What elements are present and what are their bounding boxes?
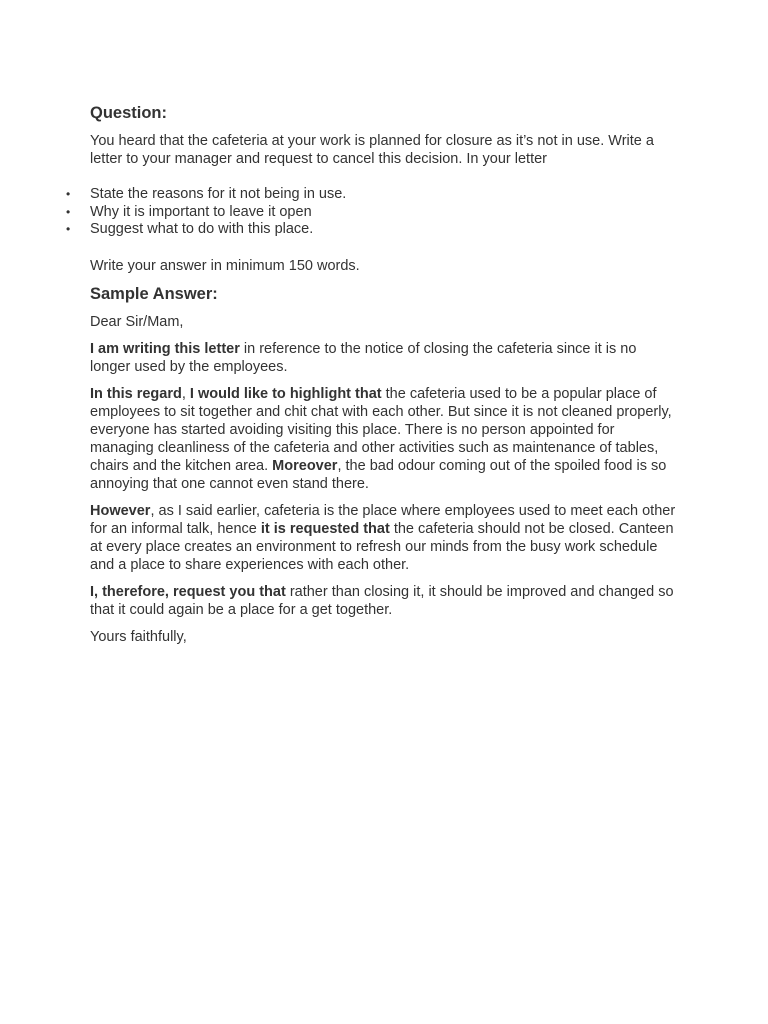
requirements-list — [66, 186, 680, 239]
closing: Yours faithfully, — [90, 628, 187, 645]
bold-phrase: Moreover — [272, 457, 338, 474]
bold-phrase: it is requested that — [260, 520, 390, 537]
list-item-text: Suggest what to do with this place. — [90, 221, 314, 237]
list-item — [66, 186, 680, 204]
letter-paragraph-2 — [90, 385, 680, 493]
list-item-text: State the reasons for it not being in use. — [90, 186, 347, 202]
bold-phrase: However — [90, 502, 151, 519]
paragraph-text: the cafeteria used to be a popular place of employees to sit together and chit chat with each other. But since it is not cleaned properly, everyone has started avoiding visiting this place. There is no person appointed for managing cleanliness of the cafeteria and other activities such as maintenance of tables, chairs and the kitchen area. — [90, 385, 672, 474]
document-page — [66, 102, 680, 655]
list-item — [66, 203, 680, 222]
word-limit-instruction: Write your answer in minimum 150 words. — [90, 257, 360, 274]
bullet-icon: • — [66, 187, 71, 201]
bullet-icon: • — [66, 222, 71, 236]
paragraph-text: in reference to the notice of closing the cafeteria since it is no longer used by the employees. — [90, 340, 637, 375]
bold-phrase: I am writing this letter — [90, 340, 240, 357]
letter-paragraph-4 — [90, 583, 680, 619]
paragraph-text: , — [181, 385, 190, 402]
paragraph-text: , as I said earlier, cafeteria is the place where employees used to meet each other for an informal talk, hence — [90, 502, 676, 537]
bold-phrase: In this regard — [90, 385, 182, 402]
paragraph-text: the cafeteria should not be closed. Canteen at every place creates an environment to refresh our minds from the busy work schedule and a place to share experiences with each other. — [90, 520, 674, 573]
salutation: Dear Sir/Mam, — [90, 313, 184, 330]
bold-phrase: I would like to highlight that — [189, 385, 382, 402]
question-body: You heard that the cafeteria at your work is planned for closure as it’s not in use. Write a letter to your manager and request to cancel this decision. In your letter — [90, 133, 654, 167]
letter-paragraph-3 — [90, 502, 680, 574]
paragraph-text: rather than closing it, it should be improved and changed so that it could again be a place for a get together. — [90, 583, 674, 618]
question-heading: Question: — [90, 104, 167, 122]
bold-phrase: I, therefore, request you that — [90, 583, 286, 600]
list-item — [66, 221, 680, 239]
sample-answer-heading: Sample Answer: — [90, 284, 218, 303]
list-item-text: Why it is important to leave it open — [90, 203, 312, 220]
bullet-icon: • — [66, 204, 71, 219]
letter-paragraph-1 — [90, 340, 680, 376]
paragraph-text: , the bad odour coming out of the spoiled food is so annoying that one cannot even stand there. — [90, 457, 667, 492]
